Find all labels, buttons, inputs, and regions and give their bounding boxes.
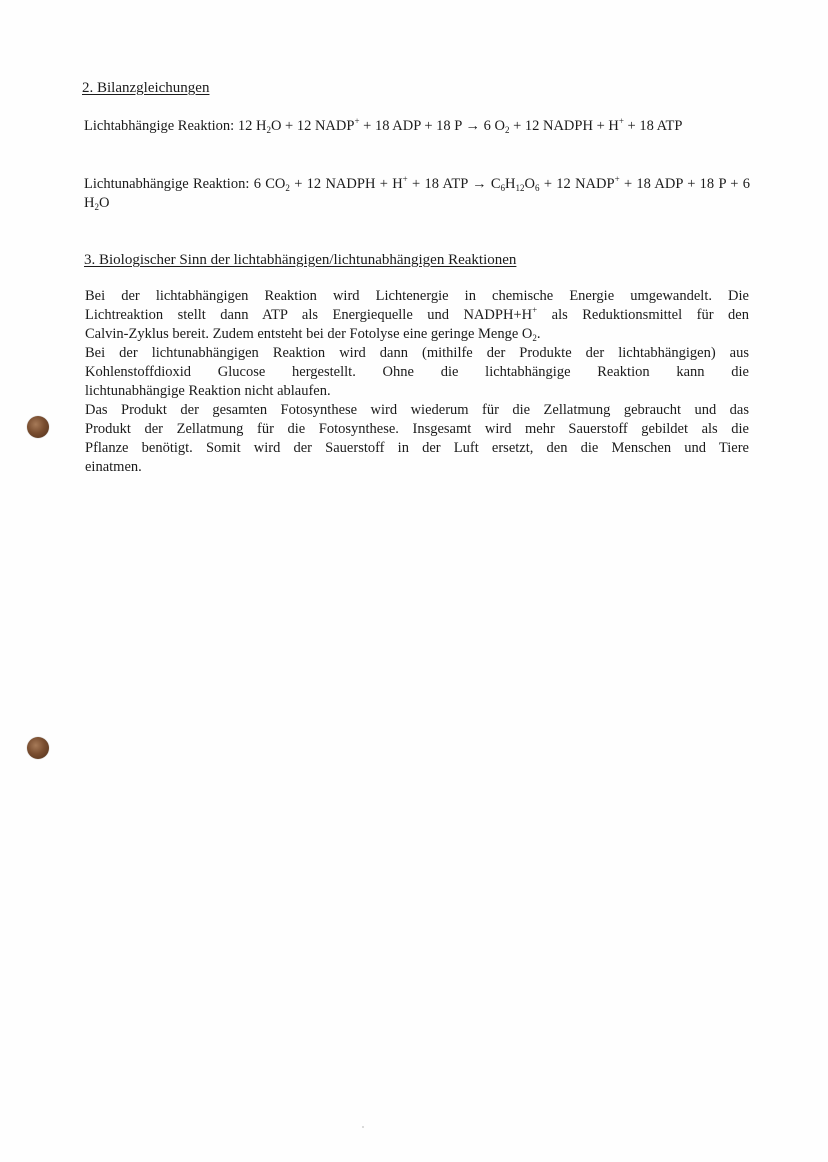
punch-hole	[27, 416, 49, 438]
equation-part: O	[98, 195, 110, 211]
section-3-body	[85, 287, 749, 477]
superscript: +	[532, 305, 538, 315]
light-independent-equation	[84, 175, 750, 213]
equation-part: 12 H	[237, 118, 267, 134]
equation-part: O	[524, 176, 536, 192]
paragraph-line: Bei der lichtunabhängigen Reaktion wird dann (mithilfe der Produkte der lichtabhängigen) aus	[85, 345, 749, 361]
paragraph-line: Produkt der Zellatmung für die Fotosynthese. Insgesamt wird mehr Sauerstoff gebildet als die	[85, 421, 749, 437]
equation-part: + 18 ADP + 18 P + 6 H	[84, 176, 751, 211]
superscript: +	[402, 174, 408, 184]
paragraph-line	[85, 325, 749, 344]
scan-speck	[362, 1126, 364, 1128]
section-3-heading: 3. Biologischer Sinn der lichtabhängigen/lichtunabhängigen Reaktionen	[84, 252, 517, 268]
equation-label: Lichtunabhängige Reaktion:	[84, 176, 250, 192]
text-run: als Reduktionsmittel für den	[537, 307, 749, 323]
equation-part: + 18 ADP + 18 P → 6 O	[359, 118, 505, 134]
subscript: 6	[535, 183, 540, 193]
paragraph-line: Pflanze benötigt. Somit wird der Sauerstoff in der Luft ersetzt, den die Menschen und Tiere	[85, 440, 749, 456]
light-dependent-equation	[84, 117, 750, 136]
equation-part: + 18 ATP	[623, 118, 683, 134]
superscript: +	[354, 116, 360, 126]
punch-hole	[27, 737, 49, 759]
subscript: 2	[94, 202, 99, 212]
superscript: +	[614, 174, 620, 184]
subscript: 2	[504, 125, 510, 135]
subscript: 2	[266, 125, 271, 135]
paragraph-line: einatmen.	[85, 459, 142, 475]
text-run: Lichtreaktion stellt dann ATP als Energiequelle und NADPH+H	[85, 307, 533, 323]
text-run: Calvin-Zyklus bereit. Zudem entsteht bei der Fotolyse eine geringe Menge O	[85, 326, 533, 342]
paragraph-line	[85, 306, 749, 325]
subscript: 2	[285, 183, 290, 193]
subscript: 2	[532, 333, 537, 343]
paragraph-line: Bei der lichtabhängigen Reaktion wird Lichtenergie in chemische Energie umgewandelt. Die	[85, 288, 749, 304]
paragraph-line: Kohlenstoffdioxid Glucose hergestellt. Ohne die lichtabhängige Reaktion kann die	[85, 364, 749, 380]
text-run: .	[536, 326, 541, 342]
subscript: 12	[515, 183, 525, 193]
section-2-heading: 2. Bilanzgleichungen	[82, 80, 210, 96]
equation-part: + 12 NADP	[539, 176, 615, 192]
equation-part: H	[505, 176, 516, 192]
superscript: +	[618, 116, 624, 126]
equation-label: Lichtabhängige Reaktion:	[84, 118, 235, 134]
equation-part: O + 12 NADP	[270, 118, 355, 134]
equation-part: + 18 ATP → C	[407, 176, 501, 192]
subscript: 6	[500, 183, 506, 193]
paragraph-line: Das Produkt der gesamten Fotosynthese wird wiederum für die Zellatmung gebraucht und das	[85, 402, 749, 418]
equation-part: + 12 NADPH + H	[509, 118, 619, 134]
equation-part: 6 CO	[253, 176, 286, 192]
paragraph-line: lichtunabhängige Reaktion nicht ablaufen.	[85, 383, 331, 399]
equation-part: + 12 NADPH + H	[289, 176, 403, 192]
